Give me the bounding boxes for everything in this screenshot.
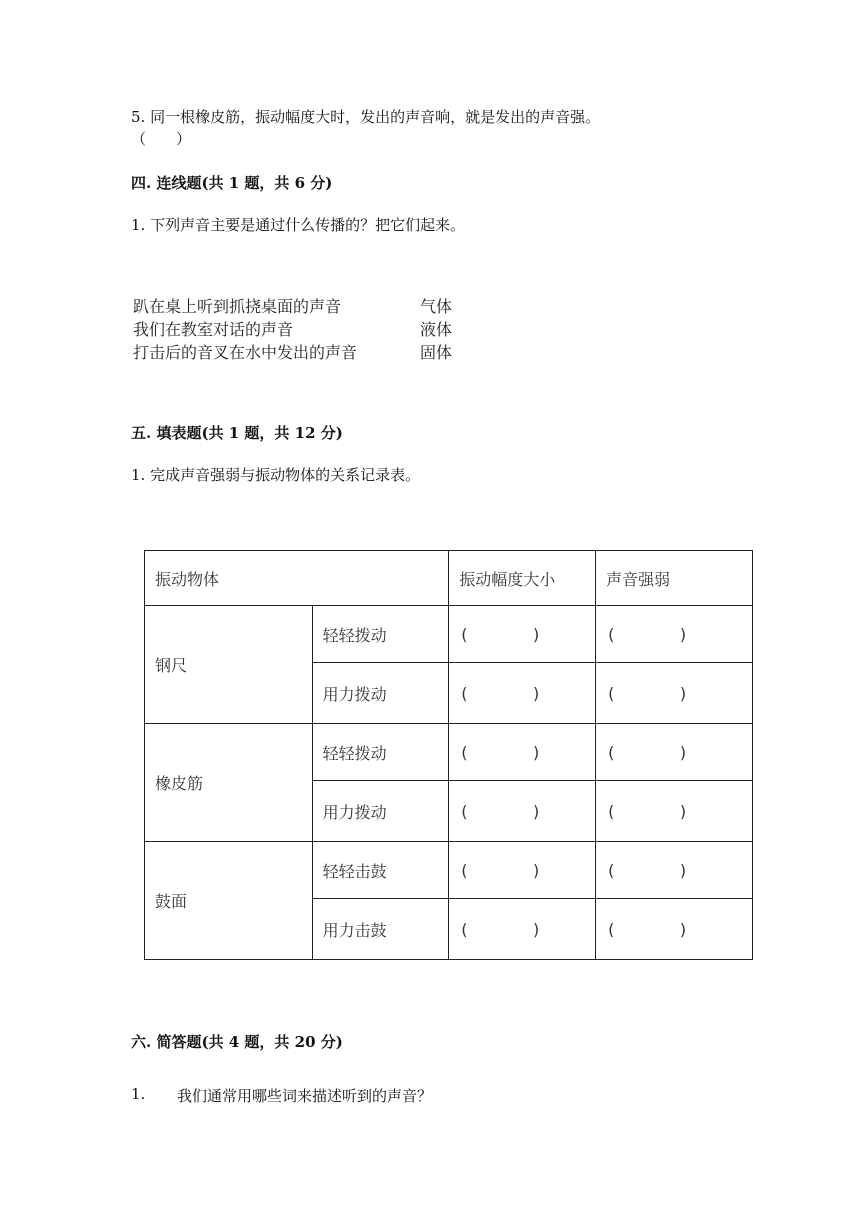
section6-title: 六. 简答题(共 4 题，共 20 分) <box>131 1033 343 1051</box>
amplitude-answer-cell[interactable]: ( ) <box>449 899 596 960</box>
loudness-answer-cell[interactable]: ( ) <box>596 606 753 663</box>
loudness-answer-cell[interactable]: ( ) <box>596 899 753 960</box>
amplitude-answer-cell[interactable]: ( ) <box>449 606 596 663</box>
matching-right-item[interactable]: 气体 <box>420 297 453 316</box>
section6-q1-number: 1. <box>131 1085 146 1103</box>
loudness-answer-cell[interactable]: ( ) <box>596 663 753 724</box>
object-cell: 钢尺 <box>145 606 313 724</box>
record-table <box>144 550 753 960</box>
header-amplitude: 振动幅度大小 <box>449 551 596 606</box>
section4-title: 四. 连线题(共 1 题，共 6 分) <box>131 174 333 192</box>
action-cell: 用力拨动 <box>312 663 449 724</box>
table-row <box>145 842 753 899</box>
action-cell: 轻轻拨动 <box>312 724 449 781</box>
matching-right-item[interactable]: 固体 <box>420 343 453 362</box>
amplitude-answer-cell[interactable]: ( ) <box>449 663 596 724</box>
action-cell: 用力击鼓 <box>312 899 449 960</box>
action-cell: 轻轻拨动 <box>312 606 449 663</box>
matching-left-item[interactable]: 趴在桌上听到抓挠桌面的声音 <box>133 297 342 316</box>
header-object: 振动物体 <box>145 551 449 606</box>
amplitude-answer-cell[interactable]: ( ) <box>449 842 596 899</box>
amplitude-answer-cell[interactable]: ( ) <box>449 724 596 781</box>
table-row <box>145 724 753 781</box>
q5-text: 5. 同一根橡皮筋，振动幅度大时，发出的声音响，就是发出的声音强。 <box>131 108 601 126</box>
table-row <box>145 606 753 663</box>
q5-answer-blank[interactable]: （ ） <box>131 130 192 148</box>
matching-left-item[interactable]: 我们在教室对话的声音 <box>133 320 294 339</box>
section5-title: 五. 填表题(共 1 题，共 12 分) <box>131 424 343 442</box>
matching-left-item[interactable]: 打击后的音叉在水中发出的声音 <box>133 343 358 362</box>
section6-q1-text: 我们通常用哪些词来描述听到的声音？ <box>177 1087 433 1105</box>
action-cell: 用力拨动 <box>312 781 449 842</box>
loudness-answer-cell[interactable]: ( ) <box>596 724 753 781</box>
section5-question: 1. 完成声音强弱与振动物体的关系记录表。 <box>131 466 421 484</box>
table-header-row <box>145 551 753 606</box>
amplitude-answer-cell[interactable]: ( ) <box>449 781 596 842</box>
loudness-answer-cell[interactable]: ( ) <box>596 842 753 899</box>
object-cell: 橡皮筋 <box>145 724 313 842</box>
action-cell: 轻轻击鼓 <box>312 842 449 899</box>
object-cell: 鼓面 <box>145 842 313 960</box>
loudness-answer-cell[interactable]: ( ) <box>596 781 753 842</box>
matching-right-item[interactable]: 液体 <box>420 320 453 339</box>
section4-question: 1. 下列声音主要是通过什么传播的？把它们起来。 <box>131 216 466 234</box>
header-loudness: 声音强弱 <box>596 551 753 606</box>
